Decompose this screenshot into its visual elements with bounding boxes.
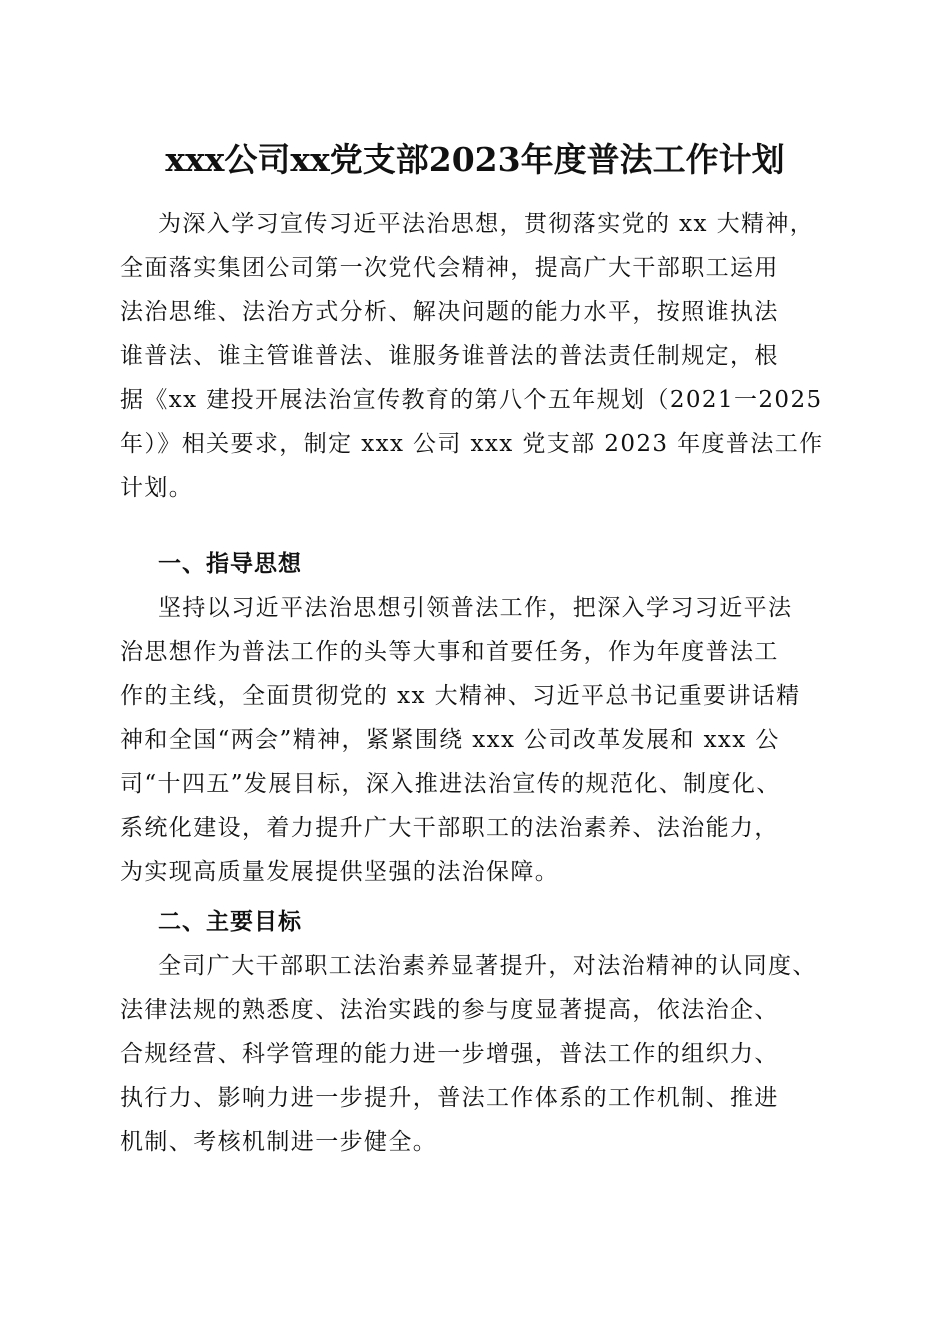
paragraph-line: 合规经营、科学管理的能力进一步增强，普法工作的组织力、 (120, 1041, 779, 1067)
section-main-goals (120, 900, 840, 1164)
intro-paragraph (120, 202, 840, 510)
paragraph-line: 计划。 (120, 475, 194, 501)
paragraph-line: 法律法规的熟悉度、法治实践的参与度显著提高，依法治企、 (120, 997, 779, 1023)
paragraph-line: 坚持以习近平法治思想引领普法工作，把深入学习习近平法 (158, 595, 793, 621)
paragraph-line: 神和全国“两会”精神，紧紧围绕 xxx 公司改革发展和 xxx 公 (120, 727, 780, 753)
section-heading: 一、指导思想 (158, 551, 302, 577)
section-guiding-thought (120, 542, 840, 894)
paragraph-line: 全面落实集团公司第一次党代会精神，提高广大干部职工运用 (120, 255, 779, 281)
paragraph-line: 为实现高质量发展提供坚强的法治保障。 (120, 859, 560, 885)
paragraph-line: 谁普法、谁主管谁普法、谁服务谁普法的普法责任制规定，根 (120, 343, 779, 369)
paragraph-line: 机制、考核机制进一步健全。 (120, 1129, 438, 1155)
paragraph-line: 执行力、影响力进一步提升，普法工作体系的工作机制、推进 (120, 1085, 779, 1111)
document-title: xxx公司xx党支部2023年度普法工作计划 (165, 140, 785, 179)
paragraph-line: 为深入学习宣传习近平法治思想，贯彻落实党的 xx 大精神， (158, 211, 815, 237)
paragraph-line: 作的主线，全面贯彻党的 xx 大精神、习近平总书记重要讲话精 (120, 683, 801, 709)
paragraph-line: 全司广大干部职工法治素养显著提升，对法治精神的认同度、 (158, 953, 817, 979)
section-heading: 二、主要目标 (158, 909, 302, 935)
paragraph-line: 法治思维、法治方式分析、解决问题的能力水平，按照谁执法 (120, 299, 779, 325)
paragraph-line: 治思想作为普法工作的头等大事和首要任务，作为年度普法工 (120, 639, 779, 665)
paragraph-line: 司“十四五”发展目标，深入推进法治宣传的规范化、制度化、 (120, 771, 781, 797)
paragraph-line: 系统化建设，着力提升广大干部职工的法治素养、法治能力， (120, 815, 779, 841)
paragraph-line: 年）》相关要求，制定 xxx 公司 xxx 党支部 2023 年度普法工作 (120, 431, 824, 457)
paragraph-line: 据《xx 建投开展法治宣传教育的第八个五年规划（2021一2025 (120, 387, 823, 413)
